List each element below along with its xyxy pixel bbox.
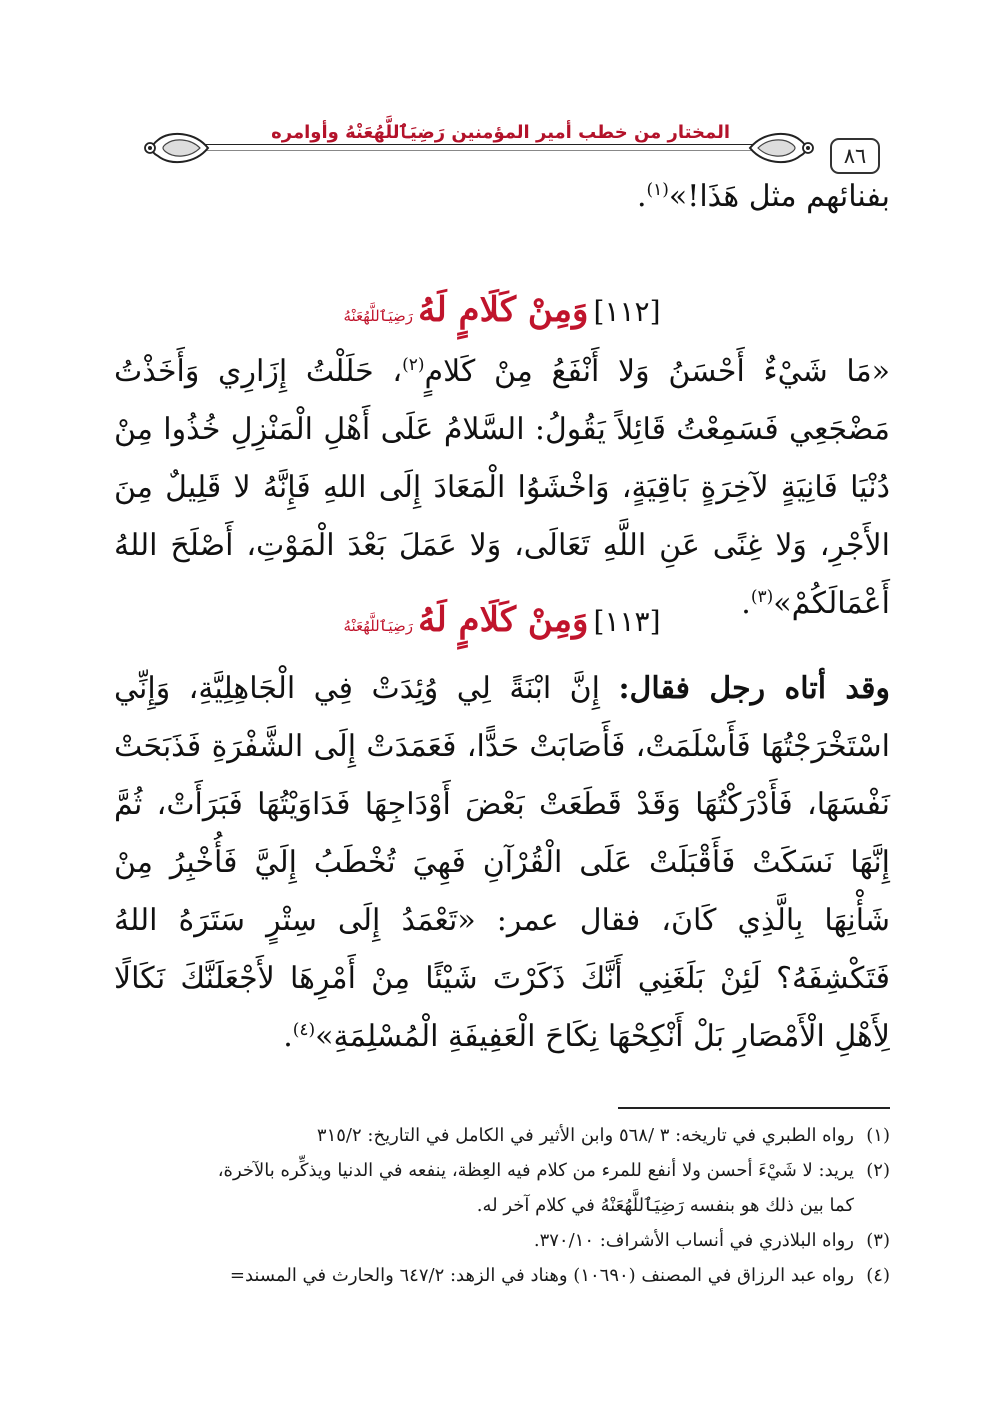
footnote-ref[interactable]: (٣)	[750, 587, 774, 607]
footnote-number: (١)	[866, 1125, 890, 1146]
footnote-ref[interactable]: (٤)	[292, 1020, 316, 1040]
footnotes	[114, 1118, 890, 1293]
footnote-text: رواه عبد الرزاق في المصنف (١٠٦٩٠) وهناد في الزهد: ٦٤٧/٢ والحارث في المسند=	[229, 1265, 854, 1286]
section-body-113	[114, 660, 890, 1066]
body-text: إِنَّ ابْنَةً لِي وُئِدَتْ فِي الْجَاهِلِيَّةِ، وَإِنِّي اسْتَخْرَجْتُهَا فَأَسْلَمَتْ، فَأَصَابَتْ حَدًّا، فَعَمَدَتْ إِلَى الشَّفْرَةِ فَذَبَحَتْ نَفْسَهَا، فَأَدْرَكْتُهَا وَقَدْ قَطَعَتْ بَعْضَ أَوْدَاجِهَا فَدَاوَيْتُهَا فَبَرَأَتْ، ثُمَّ إِنَّهَا نَسَكَتْ فَأَقْبَلَتْ عَلَى الْقُرْآنِ فَهِيَ تُخْطَبُ إِلَيَّ فَأُخْبِرُ مِنْ شَأْنِهَا بِالَّذِي كَانَ، فقال عمر: «تَعْمَدُ إِلَى سِتْرٍ سَتَرَهُ اللهُ فَتَكْشِفَهُ؟ لَئِنْ بَلَغَنِي أَنَّكَ ذَكَرْتَ شَيْئًا مِنْ أَمْرِهَا لأَجْعَلَنَّكَ نَكَالًا لِأَهْلِ الْأَمْصَارِ بَلْ أَنْكِحْهَا نِكَاحَ الْعَفِيفَةِ الْمُسْلِمَةِ»	[114, 671, 890, 1054]
section-title: وَمِنْ كَلَامٍ لَهُ	[418, 600, 589, 640]
footnote-number: (٤)	[866, 1265, 890, 1286]
section-number: [١١٢]	[593, 295, 661, 328]
section-number: [١١٣]	[593, 605, 661, 638]
honorific: رَضِيَٱللَّهُعَنْهُ	[343, 617, 414, 635]
footnote-item	[114, 1258, 890, 1293]
intro-end: .	[636, 179, 647, 214]
footnote-text: رواه البلاذري في أنساب الأشراف: ٣٧٠/١٠.	[533, 1230, 854, 1251]
footnote-ref[interactable]: (٢)	[402, 355, 425, 375]
footnote-item	[114, 1153, 890, 1188]
footnote-number: (٢)	[866, 1160, 890, 1181]
body-text: ، حَلَلْتُ إِزَارِي وَأَخَذْتُ مَضْجَعِي فَسَمِعْتُ قَائِلاً يَقُولُ: السَّلامُ عَلَى أَهْلِ الْمَنْزِلِ خُذُوا مِنْ دُنْيَا فَانِيَةٍ لآخِرَةٍ بَاقِيَةٍ، وَاخْشَوُا الْمَعَادَ إِلَى اللهِ فَإِنَّهُ لا قَلِيلٌ مِنَ الأَجْرِ، وَلا غِنًى عَنِ اللَّهِ تَعَالَى، وَلا عَمَلَ بَعْدَ الْمَوْتِ، أَصْلَحَ اللهُ أَعْمَالَكُمْ»	[114, 354, 891, 621]
honorific: رَضِيَٱللَّهُعَنْهُ	[343, 307, 414, 325]
intro-text: بفنائهم مثل هَذَا!»	[668, 179, 890, 214]
footnote-divider	[618, 1107, 890, 1109]
body-text: «مَا شَيْءٌ أَحْسَنُ وَلا أَنْفَعُ مِنْ كَلامٍ	[424, 354, 890, 389]
page-number: ٨٦	[830, 138, 880, 174]
intro-line	[114, 168, 890, 226]
section-heading-113	[114, 600, 890, 640]
right-ornament-icon	[748, 126, 818, 170]
section-body-112	[114, 343, 890, 633]
footnote-number: (٣)	[866, 1230, 890, 1251]
section-heading-112	[114, 290, 890, 330]
footnote-item	[114, 1223, 890, 1258]
lead-text: وقد أتاه رجل فقال:	[618, 671, 890, 706]
footnote-ref[interactable]: (١)	[646, 180, 669, 200]
section-title: وَمِنْ كَلَامٍ لَهُ	[418, 290, 589, 330]
footnote-item	[114, 1118, 890, 1153]
footnote-text: رواه الطبري في تاريخه: ٣ /٥٦٨ وابن الأثير في الكامل في التاريخ: ٣١٥/٢	[316, 1125, 854, 1146]
body-end: .	[283, 1019, 293, 1054]
running-title: المختار من خطب أمير المؤمنين رَضِيَٱللَّهُعَنْهُ وأوامره	[271, 122, 730, 143]
left-ornament-icon	[140, 126, 210, 170]
body-end: .	[741, 586, 751, 621]
footnote-text: يريد: لا شَيْءَ أحسن ولا أنفع للمرء من كلام فيه العِظة، ينفعه في الدنيا ويذكِّره بالآخرة،	[217, 1160, 854, 1181]
footnote-continuation: كما بين ذلك هو بنفسه رَضِيَٱللَّهُعَنْهُ في كلام آخر له.	[476, 1195, 854, 1216]
